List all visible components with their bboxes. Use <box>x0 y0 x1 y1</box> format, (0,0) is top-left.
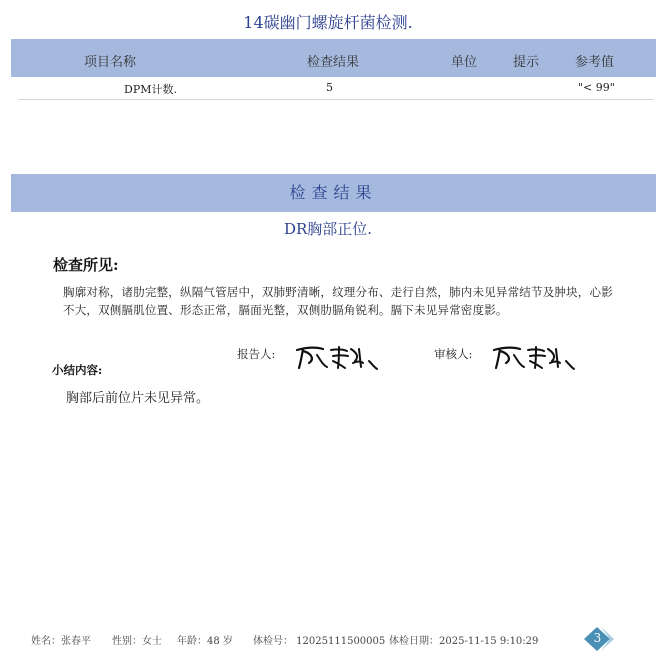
results-table-header <box>11 39 656 77</box>
reporter-label: 报告人: <box>237 347 276 361</box>
col-header-reference: 参考值 <box>575 55 615 70</box>
footer-exam-date: 体检日期：2025-11-15 9:10:29 <box>389 636 539 647</box>
page-number-badge <box>584 626 614 652</box>
col-header-result: 检查结果 <box>307 55 360 70</box>
cell-reference: "< 99" <box>578 81 615 94</box>
summary-heading: 小结内容: <box>52 363 103 377</box>
col-header-item-name: 项目名称 <box>84 55 137 70</box>
summary-text: 胸部后前位片未见异常。 <box>66 391 210 406</box>
col-header-unit: 单位 <box>451 55 478 70</box>
footer-age: 年龄：48 岁 <box>177 636 233 647</box>
col-header-hint: 提示 <box>513 55 540 70</box>
cell-result: 5 <box>326 81 333 94</box>
section-band: 检查结果 <box>11 174 656 212</box>
footer-name: 姓名：张春平 <box>31 636 91 647</box>
reviewer-signature <box>490 341 576 371</box>
footer-exam-no: 体检号： 12025111500005 <box>253 636 386 647</box>
page-number: 3 <box>593 631 602 645</box>
reviewer-label: 审核人: <box>434 347 473 361</box>
reporter-signature <box>293 341 379 371</box>
findings-text: 胸廓对称，诸肋完整，纵隔气管居中，双肺野清晰，纹理分布、走行自然，肺内未见异常结节及肿块，心影不大，双侧膈肌位置、形态正常，膈面光整，双侧肋膈角锐利。膈下未见异常密度影。 <box>63 285 613 317</box>
test-title: 14碳幽门螺旋杆菌检测. <box>243 13 413 32</box>
exam-title: DR胸部正位. <box>283 220 373 238</box>
cell-item-name: DPM计数. <box>124 83 177 96</box>
table-row <box>18 77 654 100</box>
findings-heading: 检查所见: <box>53 256 119 274</box>
footer-gender: 性别：女士 <box>112 636 162 647</box>
